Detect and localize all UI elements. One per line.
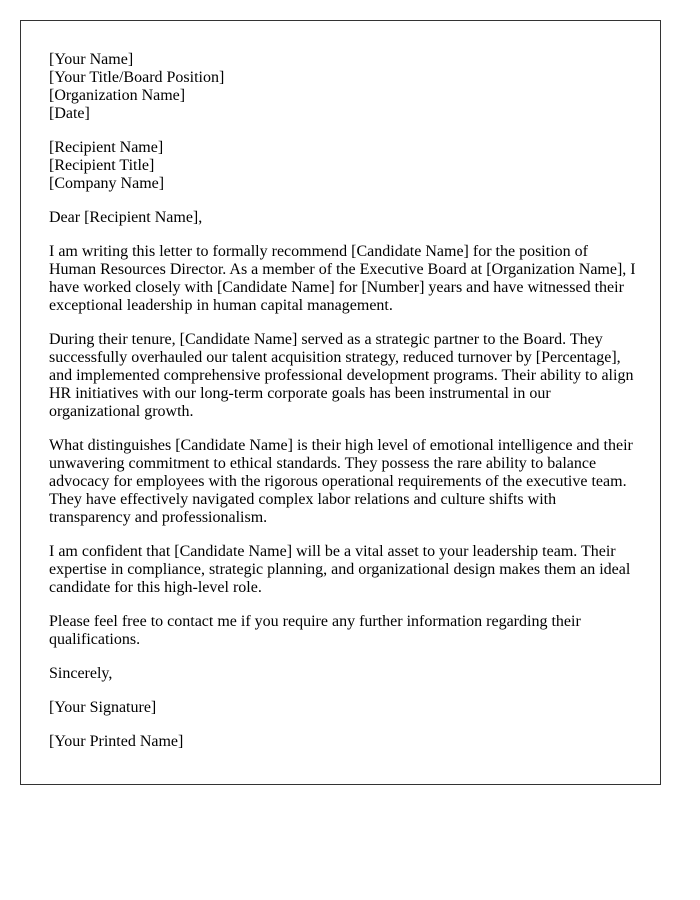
- sender-organization: [Organization Name]: [49, 87, 186, 104]
- letter-date: [Date]: [49, 105, 90, 122]
- recipient-name: [Recipient Name]: [49, 139, 164, 156]
- sender-title: [Your Title/Board Position]: [49, 69, 225, 86]
- signature: [Your Signature]: [49, 699, 157, 716]
- letter-page: [20, 20, 661, 785]
- salutation: Dear [Recipient Name],: [49, 209, 203, 226]
- recipient-company: [Company Name]: [49, 175, 165, 192]
- sender-block: [49, 51, 632, 123]
- body-paragraph-4: I am confident that [Candidate Name] will be a vital asset to your leadership team. Their expertise in compliance, strategic planning, and organizational design makes them an ideal candidate for this high-level role.: [49, 543, 631, 596]
- sender-name: [Your Name]: [49, 51, 134, 68]
- recipient-title: [Recipient Title]: [49, 157, 155, 174]
- closing: Sincerely,: [49, 665, 113, 682]
- body-paragraph-3: What distinguishes [Candidate Name] is their high level of emotional intelligence and their unwavering commitment to ethical standards. They possess the rare ability to balance advocacy for employees with the rigorous operational requirements of the executive team. They have effectively navigated complex labor relations and culture shifts with transparency and professionalism.: [49, 437, 633, 526]
- body-paragraph-2: During their tenure, [Candidate Name] served as a strategic partner to the Board. They successfully overhauled our talent acquisition strategy, reduced turnover by [Percentage], and implemented comprehensive professional development programs. Their ability to align HR initiatives with our long-term corporate goals has been instrumental in our organizational growth.: [49, 331, 634, 420]
- body-paragraph-5: Please feel free to contact me if you require any further information regarding their qualifications.: [49, 613, 581, 648]
- printed-name: [Your Printed Name]: [49, 733, 184, 750]
- recipient-block: [49, 139, 632, 193]
- body-paragraph-1: I am writing this letter to formally recommend [Candidate Name] for the position of Human Resources Director. As a member of the Executive Board at [Organization Name], I have worked closely with [Candidate Name] for [Number] years and have witnessed their exceptional leadership in human capital management.: [49, 243, 636, 314]
